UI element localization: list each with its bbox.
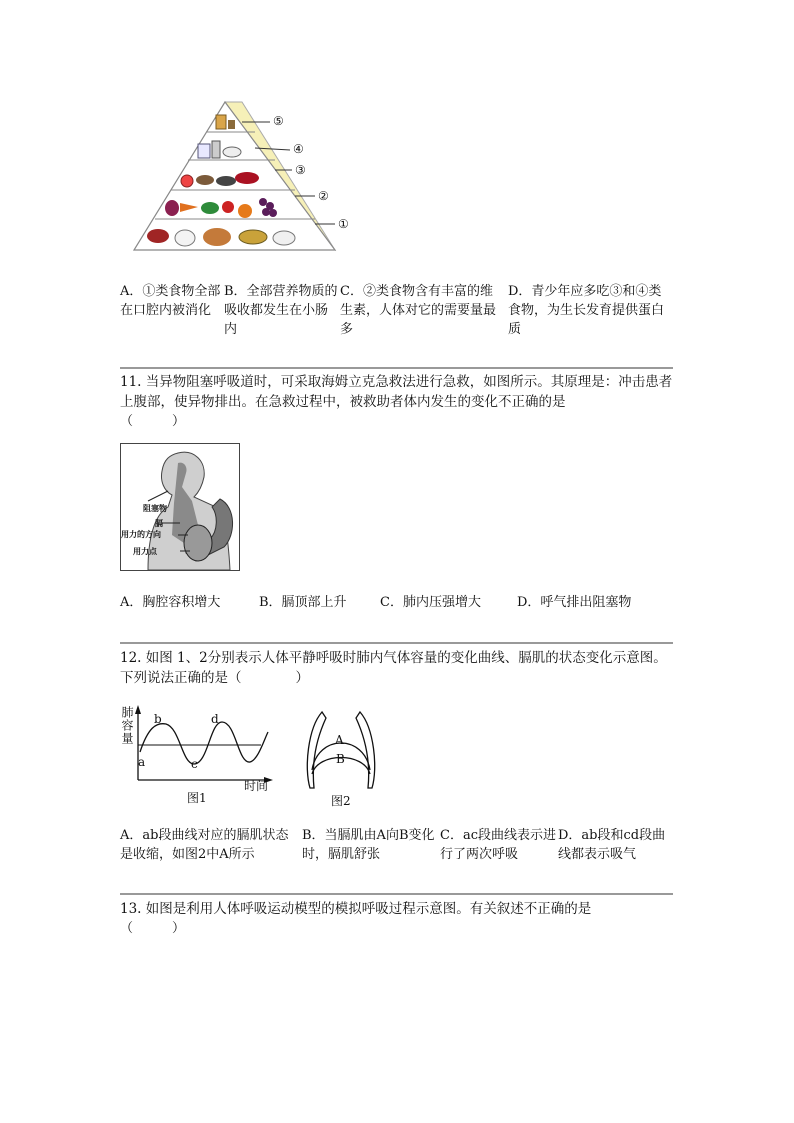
fig1-point-d: d <box>211 712 219 726</box>
diaphragm-diagram <box>302 708 382 794</box>
divider <box>120 642 673 644</box>
heimlich-label-obstruction: 阻塞物 <box>143 504 167 513</box>
q10-option-a[interactable]: A．①类食物全部在口腔内被消化 <box>120 284 221 318</box>
fig1-point-a: a <box>138 755 146 769</box>
q11-option-c[interactable]: C．肺内压强增大 <box>380 595 481 610</box>
food-pyramid-figure <box>130 98 370 258</box>
heimlich-label-diaphragm: 膈 <box>155 519 163 528</box>
divider <box>120 367 673 369</box>
pyramid-label-5-top: ⑤ <box>273 114 284 128</box>
q13-stem: 13. 如图是利用人体呼吸运动模型的模拟呼吸过程示意图。有关叙述不正确的是 <box>120 901 592 917</box>
q10-option-d[interactable]: D．青少年应多吃③和④类食物，为生长发育提供蛋白质 <box>508 284 665 337</box>
q12-stem: 12. 如图 1、2分别表示人体平静呼吸时肺内气体容量的变化曲线、膈肌的状态变化示意图。下列说法正确的是（ ） <box>120 650 667 686</box>
fig2-label-b: B <box>336 752 345 766</box>
q11-option-a[interactable]: A．胸腔容积增大 <box>120 595 221 610</box>
fig2-label-a: A <box>335 733 344 747</box>
q11-answer-paren: （ ） <box>120 414 186 429</box>
q11-option-b[interactable]: B．膈顶部上升 <box>259 595 347 610</box>
fig1-point-b: b <box>154 712 162 726</box>
q12-option-d[interactable]: D．ab段和cd段曲线都表示吸气 <box>558 828 666 862</box>
q11-stem: 11. 当异物阻塞呼吸道时，可采取海姆立克急救法进行急救，如图所示。其原理是：冲击患者上腹部，使异物排出。在急救过程中，被救助者体内发生的变化不正确的是 <box>120 374 673 410</box>
fig1-xlabel: 时间 <box>244 779 269 793</box>
q12-option-a[interactable]: A．ab段曲线对应的膈肌状态是收缩，如图2中A所示 <box>120 828 289 862</box>
fig2-caption: 图2 <box>331 794 351 808</box>
pyramid-label-1: ① <box>338 217 349 231</box>
heimlich-label-force-direction: 用力的方向 <box>121 530 161 539</box>
q10-option-c[interactable]: C．②类食物含有丰富的维生素，人体对它的需要量最多 <box>340 284 497 337</box>
q11-option-d[interactable]: D．呼气排出阻塞物 <box>517 595 632 610</box>
q12-option-b[interactable]: B．当膈肌由A向B变化时，膈肌舒张 <box>302 828 435 862</box>
fig1-caption: 图1 <box>187 791 207 805</box>
fig1-point-c: c <box>191 757 198 771</box>
heimlich-label-force-point: 用力点 <box>133 547 157 556</box>
q10-option-b[interactable]: B．全部营养物质的吸收都发生在小肠内 <box>224 284 338 337</box>
pyramid-label-3: ③ <box>295 163 306 177</box>
pyramid-label-4: ④ <box>293 142 304 156</box>
pyramid-label-2: ② <box>318 189 329 203</box>
divider <box>120 893 673 895</box>
q13-answer-paren: （ ） <box>120 921 186 936</box>
fig1-ylabel: 肺容量 <box>120 706 134 745</box>
q12-option-c[interactable]: C．ac段曲线表示进行了两次呼吸 <box>440 828 556 862</box>
